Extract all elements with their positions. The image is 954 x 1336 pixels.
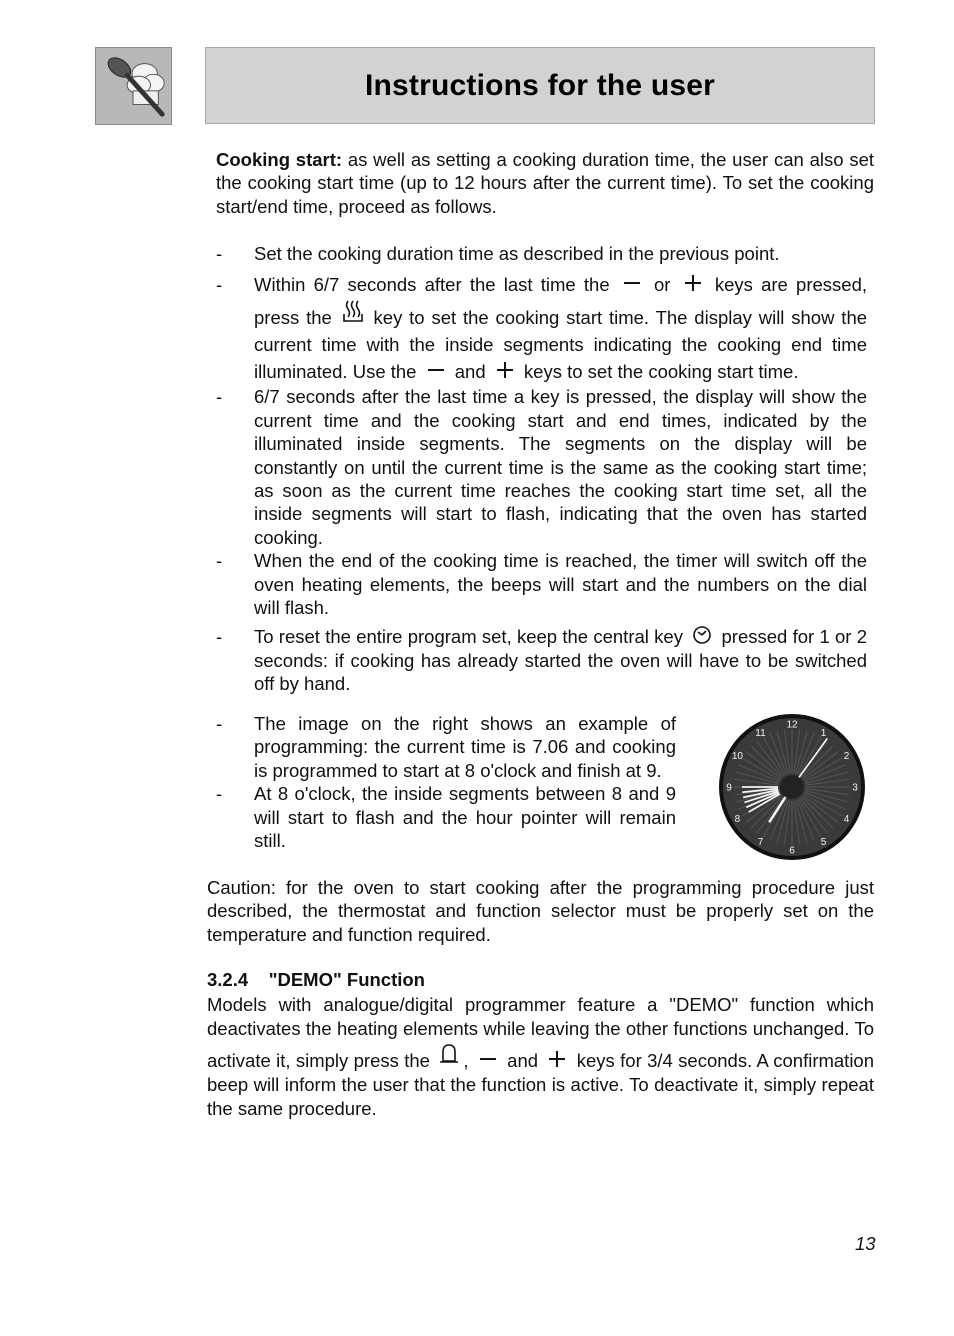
page-number: 13 [855, 1233, 876, 1254]
instruction-list-narrow [216, 712, 676, 852]
dial-number: 2 [843, 751, 850, 762]
plus-key-icon [546, 1049, 568, 1069]
list-item: - At 8 o'clock, the inside segments between 8 and 9 will start to flash and the hour pointer will remain still. [216, 783, 676, 852]
dial-number: 10 [731, 751, 744, 762]
programmer-dial-graphic [717, 712, 867, 862]
caution-paragraph: Caution: for the oven to start cooking after the programming procedure just described, the thermostat and function selector must be properly set on the temperature and function required. [207, 877, 874, 945]
dial-number: 1 [820, 727, 827, 739]
list-item: - Within 6/7 seconds after the last time the or keys are pressed, press the key to set the cooking start time. The display will show the current time with the inside segments indicating the cooking end time illuminated. Use the and keys to set the cooking start time. [216, 274, 868, 383]
header-bar [205, 47, 875, 124]
list-item: - 6/7 seconds after the last time a key is pressed, the display will show the current time and the cooking start and end times, indicated by the illuminated inside segments. The segments on the display will be constantly on until the current time is the same as the cooking start time; as soon as the current time reaches the cooking start time set, all the inside segments will start to flash, indicating that the oven has started cooking. [216, 386, 867, 548]
list-item: - When the end of the cooking time is reached, the timer will switch off the oven heating elements, the beeps will start and the numbers on the dial will flash. [216, 550, 867, 619]
cooking-key-icon [342, 298, 364, 324]
dial-number: 9 [726, 782, 732, 794]
intro-lead: Cooking start: [216, 149, 343, 170]
minus-key-icon [425, 360, 447, 380]
intro-paragraph [216, 148, 874, 218]
programmer-dial [717, 712, 867, 862]
dial-number: 7 [757, 837, 764, 849]
plus-key-icon [682, 273, 704, 293]
intro-body: as well as setting a cooking duration time, the user can also set the cooking start time (up to 12 hours after the current time). To set the cooking start/end time, proceed as follows. [216, 149, 874, 217]
clock-key-icon [691, 625, 713, 645]
bell-key-icon [438, 1041, 460, 1067]
minus-key-icon [477, 1049, 499, 1069]
dial-number: 12 [786, 719, 798, 731]
dial-number: 8 [734, 814, 741, 825]
page-title: Instructions for the user [364, 68, 716, 102]
plus-key-icon [494, 360, 516, 380]
demo-paragraph: Models with analogue/digital programmer feature a "DEMO" function which deactivates the heating elements while leaving the other functions unchanged. To activate it, simply press the , and keys for 3/4 seconds. A confirmation beep will inform the user that the function is active. To deactivate it, simply repeat the same procedure. [207, 994, 875, 1119]
list-item: - Set the cooking duration time as described in the previous point. [216, 243, 780, 264]
dial-number: 6 [789, 845, 795, 857]
instruction-list [216, 242, 867, 696]
section-heading-demo: 3.2.4 "DEMO" Function [207, 969, 425, 990]
minus-key-icon [621, 273, 643, 293]
dial-hub [780, 775, 804, 799]
chef-hat-spoon-icon [96, 48, 171, 124]
dial-number: 4 [843, 814, 850, 825]
list-item: - To reset the entire program set, keep the central key pressed for 1 or 2 seconds: if cooking has already started the oven will have to be switched off by hand. [216, 626, 868, 695]
chef-hat-spoon-logo [95, 47, 172, 125]
dial-number: 5 [820, 837, 827, 849]
dial-number: 3 [852, 782, 858, 794]
dial-number: 11 [755, 727, 766, 739]
list-item: - The image on the right shows an example of programming: the current time is 7.06 and cooking is programmed to start at 8 o'clock and finish at 9. [216, 713, 676, 781]
